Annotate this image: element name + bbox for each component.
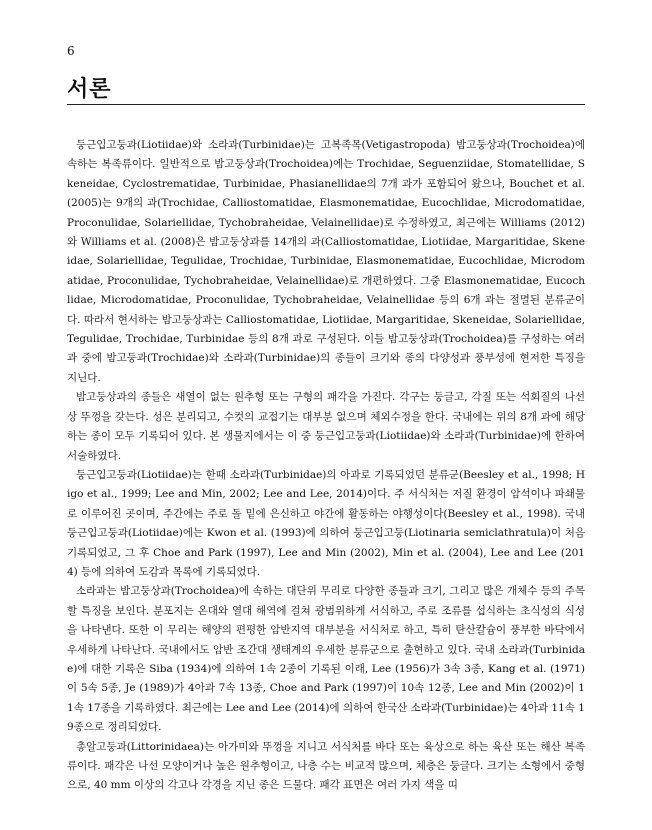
page-number: 6: [67, 44, 75, 58]
paragraph-liotiidae: 둥근입고둥과(Liotiidae)는 한때 소라과(Turbinidae)의 아과로 기록되었던 분류군(Beesley et al., 1998; Higo et al., 1999; Lee and Min, 2002; Lee and Lee, 2014)이다. 주 서식처는 저질 환경이 암석이나 파쇄물로 이루어진 곳이며, 주간에는 주로 돌 밑에 은신하고 야간에 활동하는 야행성이다(Beesley et al., 1998). 국내 둥근입고둥과(Liotiidae)에는 Kwon et al. (1993)에 의하여 둥근입고둥(Liotinaria semiclathratula)이 처음 기록되었고, 그 후 Choe and Park (1997), Lee and Min (2002), Min et al. (2004), Lee and Lee (2014) 등에 의하여 도감과 목록에 기록되었다.: [67, 468, 585, 578]
paragraph-trochoidea-features: 밤고둥상과의 종들은 새열이 없는 원추형 또는 구형의 패각을 가진다. 각구는 둥글고, 각질 또는 석회질의 나선상 뚜껑을 갖는다. 성은 분리되고, 수컷의 교접기는 대부분 없으며 체외수정을 한다. 국내에는 위의 8개 과에 해당하는 종이 모두 기록되어 있다. 본 생물지에서는 이 중 둥근입고둥과(Liotiidae)와 소라과(Turbinidae)에 한하여 서술하였다.: [67, 391, 585, 462]
body-text: [67, 136, 585, 796]
paragraph-liotiidae-turbinidae-intro: 둥근입고둥과(Liotiidae)와 소라과(Turbinidae)는 고복족목(Vetigastropoda) 밤고둥상과(Trochoidea)에 속하는 복족류이다. 일반적으로 밤고둥상과(Trochoidea)에는 Trochidae, Seguenziidae, Stomatellidae, Skeneidae, Cyclostrematidae, Turbinidae, Phasianellidae의 7개 과가 포함되어 왔으나, Bouchet et al. (2005)는 9개의 과(Trochidae, Calliostomatidae, Elasmonematidae, Eucochlidae, Microdomatidae, Proconulidae, Solariellidae, Tychobraheidae, Velainellidae)로 수정하였고, 최근에는 Williams (2012)와 Williams et al. (2008)은 밤고둥상과를 14개의 과(Calliostomatidae, Liotiidae, Margaritidae, Skeneidae, Solariellidae, Tegulidae, Trochidae, Turbinidae, Elasmonematidae, Eucochlidae, Microdomatidae, Proconulidae, Tychobraheidae, Velainellidae)로 개편하였다. 그중 Elasmonematidae, Eucochlidae, Microdomatidae, Proconulidae, Tychobraheidae, Velainellidae 등의 6개 과는 절멸된 분류군이다. 따라서 현서하는 밤고둥상과는 Calliostomatidae, Liotiidae, Margaritidae, Skeneidae, Solariellidae, Tegulidae, Trochidae, Turbinidae 등의 8개 과로 구성된다. 이들 밤고둥상과(Trochoidea)를 구성하는 여러 과 중에 밤고둥과(Trochidae)와 소라과(Turbinidae)의 종들이 크기와 종의 다양성과 풍부성에 현저한 특징을 지닌다.: [67, 139, 585, 384]
paragraph-turbinidae: 소라과는 밤고둥상과(Trochoidea)에 속하는 대단위 무리로 다양한 종들과 크기, 그리고 많은 개체수 등의 주목할 특징을 보인다. 분포지는 온대와 열대 해역에 걸쳐 광범위하게 서식하고, 주로 조류를 섭식하는 초식성의 식성을 나타낸다. 또한 이 무리는 해양의 편평한 암반지역 대부분을 서식처로 하고, 특히 탄산칼슘이 풍부한 바닥에서 우세하게 나타난다. 국내에서도 암반 조간대 생태계의 우세한 분류군으로 출현하고 있다. 국내 소라과(Turbinidae)에 대한 기록은 Siba (1934)에 의하여 1속 2종이 기록된 이래, Lee (1956)가 3속 3종, Kang et al. (1971)이 5속 5종, Je (1989)가 4아과 7속 13종, Choe and Park (1997)이 10속 12종, Lee and Min (2002)이 11속 17종을 기록하였다. 최근에는 Lee and Lee (2014)에 의하여 한국산 소라과(Turbinidae)는 4아과 11속 19종으로 정리되었다.: [67, 585, 585, 734]
title-divider: [67, 104, 585, 105]
paragraph-littorinidae: 총알고둥과(Littorinidaea)는 아가미와 뚜껑을 지니고 서식처를 바다 또는 육상으로 하는 육산 또는 해산 복족류이다. 패각은 나선 모양이거나 높은 원추형이고, 나층 수는 비교적 많으며, 체층은 둥글다. 크기는 소형에서 중형으로, 40 mm 이상의 각고나 각경을 지닌 종은 드물다. 패각 표면은 여러 가지 색을 띠: [67, 740, 585, 792]
section-title: 서론: [67, 76, 112, 102]
